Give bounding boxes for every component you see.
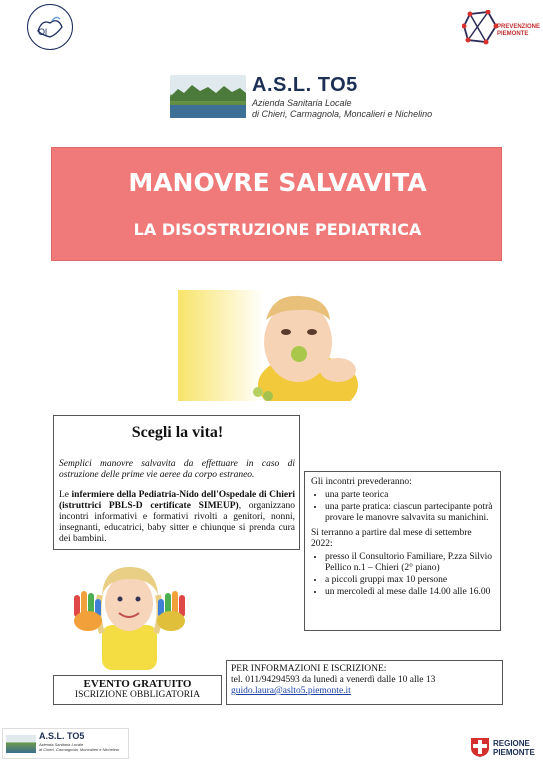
schedule-list xyxy=(311,552,494,598)
list-item: • una parte pratica: ciascun partecipante potrà provare le manovre salvavita su manichini. xyxy=(325,502,494,524)
regione-label: REGIONE PIEMONTE xyxy=(493,739,535,757)
free-event-title: EVENTO GRATUITO xyxy=(83,678,192,690)
asl-subtitle: Azienda Sanitaria Locale di Chieri, Carmagnola, Moncalieri e Nichelino xyxy=(252,98,433,119)
title-banner xyxy=(51,147,502,261)
banner-title: MANOVRE SALVAVITA xyxy=(128,168,427,197)
baby-eating-image xyxy=(178,290,369,401)
organizers-paragraph: Le infermiere della Pediatria-Nido dell'Ospedale di Chieri (istruttrici PBLS-D certificate SIMEUP), organizzano incontri informativi e formativi rivolti a genitori, nonni, insegnanti, educatrici, baby sitter e chiunque si prenda cura dei bambini. xyxy=(59,490,295,544)
baby-photo xyxy=(178,290,369,401)
meeting-details-box xyxy=(304,471,501,631)
contact-box xyxy=(226,660,503,705)
association-logo xyxy=(27,4,73,50)
registration-required: ISCRIZIONE OBBLIGATORIA xyxy=(74,690,201,700)
box-title: Scegli la vita! xyxy=(131,424,224,441)
logo-label: Ol xyxy=(38,27,47,37)
list-item: • a piccoli gruppi max 10 persone xyxy=(325,575,494,586)
contact-phone: tel. 011/94294593 da lunedì a venerdì dalle 10 alle 13 xyxy=(231,675,436,685)
list-item: • una parte teorica xyxy=(325,490,494,501)
prevenzione-piemonte-logo xyxy=(462,10,540,50)
intro-paragraph: Semplici manovre salvavita da effettuare in caso di ostruzione delle prime vie aeree da corpo estraneo. xyxy=(59,459,295,480)
banner-subtitle: LA DISOSTRUZIONE PEDIATRICA xyxy=(133,220,422,239)
free-event-box xyxy=(53,675,222,705)
list-item: • presso il Consultorio Familiare, P.zza Silvio Pellico n.1 – Chieri (2° piano) xyxy=(325,552,494,574)
child-painted-hands-photo xyxy=(72,555,187,670)
piemonte-shield-icon xyxy=(470,737,490,757)
footer-asl-title: A.S.L. TO5 xyxy=(39,731,85,741)
prevenzione-label: PREVENZIONE xyxy=(497,24,541,30)
landscape-icon xyxy=(170,75,246,118)
child-image xyxy=(72,555,187,670)
asl-landscape-logo xyxy=(170,75,246,118)
schedule-intro: Si terranno a partire dal mese di settembre 2022: xyxy=(311,528,472,549)
network-icon xyxy=(462,10,498,46)
details-intro: Gli incontri prevederanno: xyxy=(311,477,412,487)
asl-title: A.S.L. TO5 xyxy=(252,74,358,96)
footer-asl-subtitle: Azienda Sanitaria Locale di Chieri, Carmagnola, Moncalieri e Nichelino xyxy=(39,742,120,752)
footer-landscape-icon xyxy=(6,735,36,753)
piemonte-label: PIEMONTE xyxy=(497,31,529,37)
content-list xyxy=(311,490,494,524)
contact-heading: PER INFORMAZIONI E ISCRIZIONE: xyxy=(231,664,387,674)
contact-email-link[interactable]: guido.laura@aslto5.piemonte.it xyxy=(231,686,351,696)
scegli-la-vita-box xyxy=(53,415,300,550)
list-item: • un mercoledì al mese dalle 14.00 alle 16.00 xyxy=(325,587,494,598)
footer-asl-logo xyxy=(2,728,129,759)
heart-hands-icon xyxy=(28,5,71,48)
regione-piemonte-logo xyxy=(470,737,540,759)
